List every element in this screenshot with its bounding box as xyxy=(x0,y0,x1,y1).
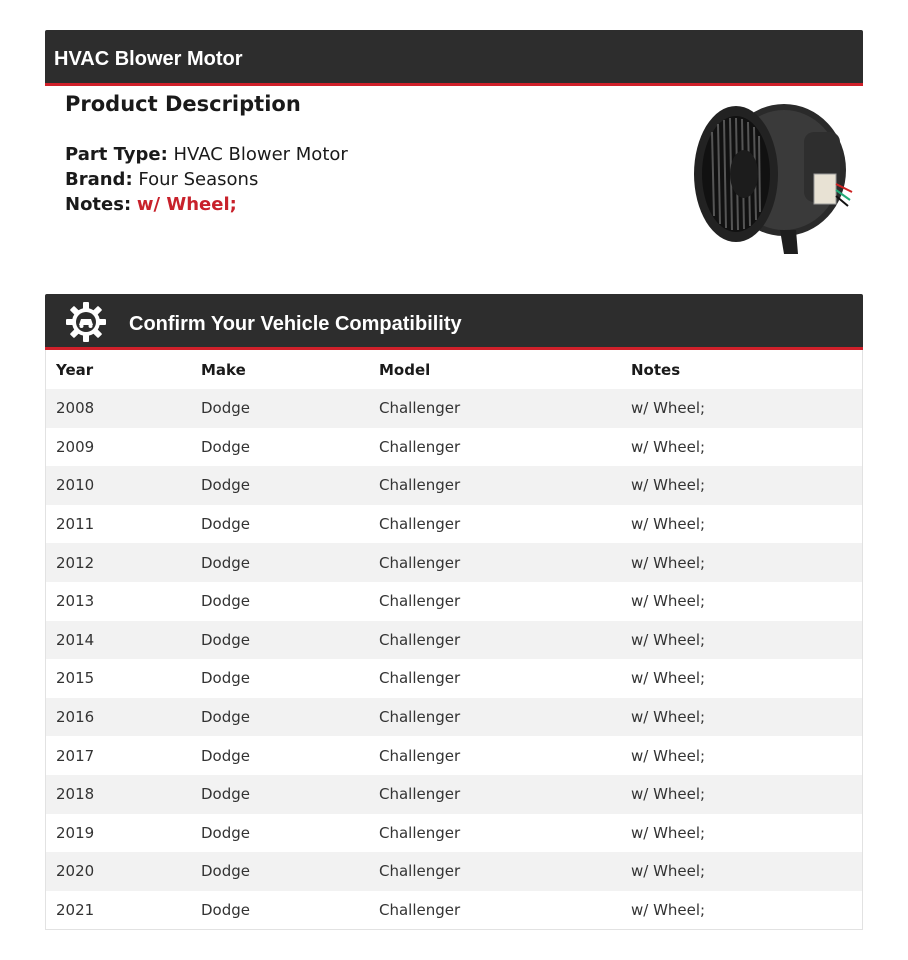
table-row xyxy=(46,852,862,891)
table-row xyxy=(46,736,862,775)
cell-make: Dodge xyxy=(201,823,250,842)
table-header-row xyxy=(46,350,862,389)
column-header-notes: Notes xyxy=(631,360,681,379)
cell-make: Dodge xyxy=(191,698,369,737)
table-row xyxy=(46,582,862,621)
table-row xyxy=(46,428,862,467)
cell-year: 2017 xyxy=(56,746,95,765)
cell-notes: w/ Wheel; xyxy=(631,592,706,611)
cell-model: Challenger xyxy=(369,775,621,814)
cell-notes: w/ Wheel; xyxy=(621,621,862,660)
cell-notes: w/ Wheel; xyxy=(631,823,706,842)
spec-value: Four Seasons xyxy=(138,169,259,190)
cell-year: 2016 xyxy=(46,698,191,737)
cell-make: Dodge xyxy=(201,592,250,611)
cell-year: 2021 xyxy=(56,901,95,920)
cell-year: 2019 xyxy=(56,823,95,842)
table-row xyxy=(46,891,862,930)
cell-year: 2018 xyxy=(46,775,191,814)
cell-make: Dodge xyxy=(201,437,250,456)
compatibility-title: Confirm Your Vehicle Compatibility xyxy=(129,313,462,335)
cell-model: Challenger xyxy=(379,901,461,920)
compatibility-table xyxy=(46,350,862,929)
compatibility-rows xyxy=(46,389,862,929)
cell-make: Dodge xyxy=(201,515,250,534)
spec-label: Notes: xyxy=(65,194,132,215)
spec-label: Brand: xyxy=(65,169,133,190)
table-row xyxy=(46,775,862,814)
cell-model: Challenger xyxy=(369,621,621,660)
cell-notes: w/ Wheel; xyxy=(631,901,706,920)
cell-year: 2014 xyxy=(46,621,191,660)
product-specs xyxy=(65,142,348,217)
cell-year: 2010 xyxy=(46,466,191,505)
cell-notes: w/ Wheel; xyxy=(621,775,862,814)
cell-notes: w/ Wheel; xyxy=(631,746,706,765)
table-row xyxy=(46,466,862,505)
product-title: HVAC Blower Motor xyxy=(54,48,243,70)
cell-make: Dodge xyxy=(201,669,250,688)
cell-year: 2015 xyxy=(56,669,95,688)
compatibility-table-wrapper xyxy=(45,350,863,930)
cell-make: Dodge xyxy=(191,466,369,505)
spec-brand xyxy=(65,167,348,192)
table-row xyxy=(46,389,862,428)
cell-make: Dodge xyxy=(201,746,250,765)
cell-model: Challenger xyxy=(379,592,461,611)
compatibility-bar xyxy=(45,294,863,350)
gear-car-icon xyxy=(66,302,106,342)
cell-make: Dodge xyxy=(191,775,369,814)
cell-year: 2020 xyxy=(46,852,191,891)
table-row xyxy=(46,659,862,698)
cell-model: Challenger xyxy=(379,746,461,765)
table-row xyxy=(46,543,862,582)
cell-year: 2009 xyxy=(56,437,95,456)
cell-year: 2012 xyxy=(46,543,191,582)
cell-notes: w/ Wheel; xyxy=(621,698,862,737)
cell-model: Challenger xyxy=(379,823,461,842)
cell-make: Dodge xyxy=(201,901,250,920)
cell-notes: w/ Wheel; xyxy=(631,669,706,688)
cell-year: 2008 xyxy=(46,389,191,428)
cell-year: 2013 xyxy=(56,592,95,611)
cell-model: Challenger xyxy=(369,389,621,428)
cell-year: 2011 xyxy=(56,515,95,534)
product-description-heading: Product Description xyxy=(65,92,301,116)
cell-notes: w/ Wheel; xyxy=(621,466,862,505)
column-header-model: Model xyxy=(379,360,431,379)
cell-make: Dodge xyxy=(191,621,369,660)
cell-make: Dodge xyxy=(191,389,369,428)
table-row xyxy=(46,698,862,737)
table-row xyxy=(46,814,862,853)
product-title-bar xyxy=(45,30,863,86)
cell-model: Challenger xyxy=(379,669,461,688)
cell-model: Challenger xyxy=(369,466,621,505)
spec-value: HVAC Blower Motor xyxy=(173,144,348,165)
cell-model: Challenger xyxy=(369,543,621,582)
cell-make: Dodge xyxy=(191,543,369,582)
cell-notes: w/ Wheel; xyxy=(621,852,862,891)
column-header-make: Make xyxy=(201,360,246,379)
spec-notes-value: w/ Wheel; xyxy=(136,194,237,215)
table-row xyxy=(46,621,862,660)
table-row xyxy=(46,505,862,544)
cell-notes: w/ Wheel; xyxy=(621,389,862,428)
spec-label: Part Type: xyxy=(65,144,168,165)
cell-model: Challenger xyxy=(369,698,621,737)
cell-make: Dodge xyxy=(191,852,369,891)
cell-notes: w/ Wheel; xyxy=(631,515,706,534)
column-header-year: Year xyxy=(56,360,94,379)
spec-part-type xyxy=(65,142,348,167)
blower-motor-image xyxy=(684,92,864,262)
spec-notes xyxy=(65,192,348,217)
cell-model: Challenger xyxy=(369,852,621,891)
cell-model: Challenger xyxy=(379,437,461,456)
cell-notes: w/ Wheel; xyxy=(631,437,706,456)
cell-model: Challenger xyxy=(379,515,461,534)
cell-notes: w/ Wheel; xyxy=(621,543,862,582)
